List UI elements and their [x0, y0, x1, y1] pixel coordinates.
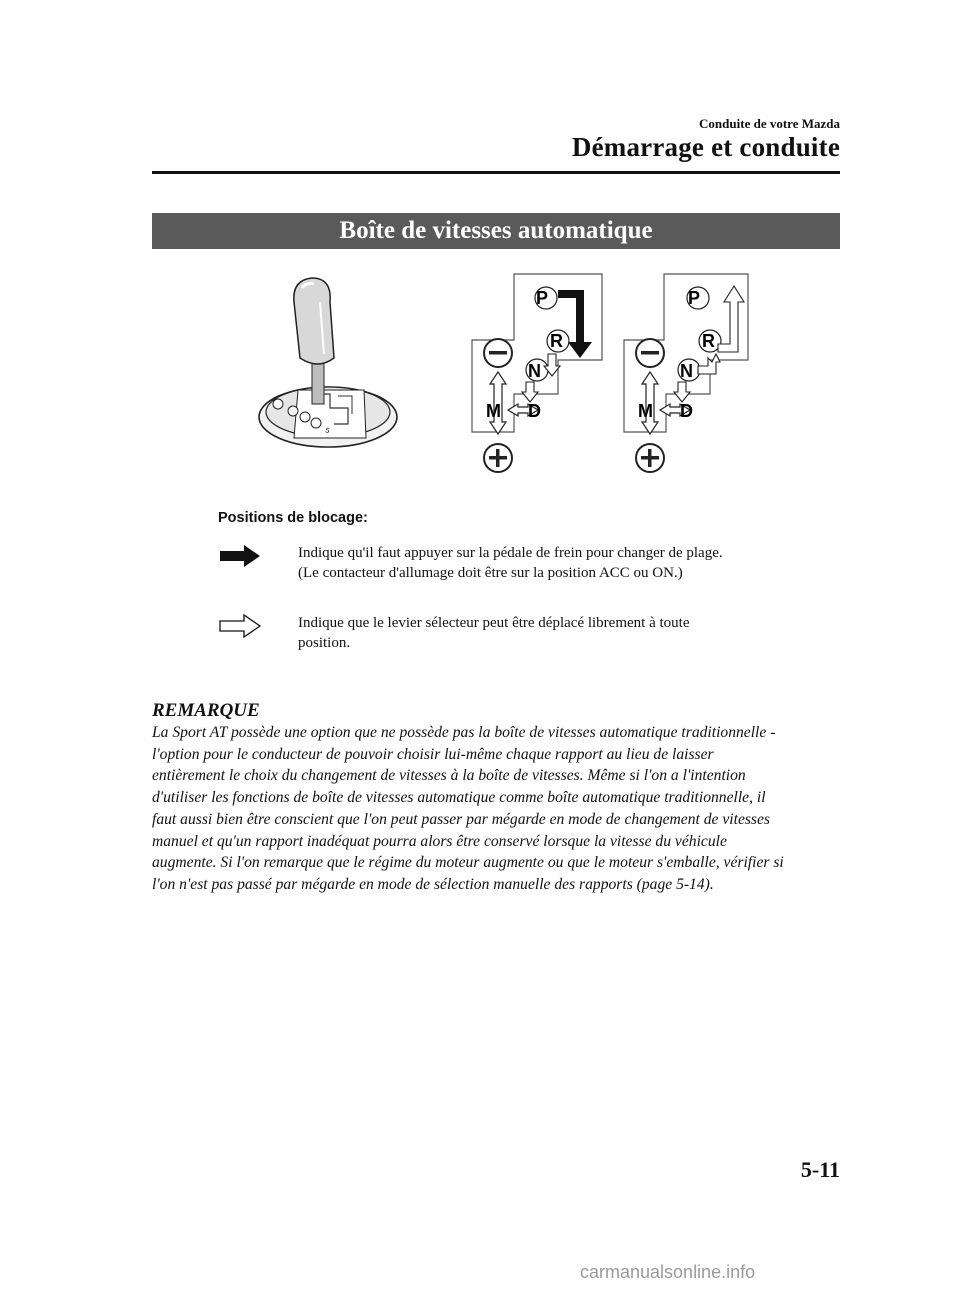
shift-gate-right	[624, 274, 748, 472]
outline-arrow-icon	[218, 613, 262, 639]
note-body	[152, 722, 842, 896]
gate-right-M: M	[638, 401, 653, 421]
gate-left-D: D	[528, 401, 541, 421]
watermark-link[interactable]: carmanualsonline.info	[580, 1262, 756, 1282]
legend-item-free-line2: position.	[298, 635, 351, 651]
gate-left-N: N	[528, 361, 541, 381]
legend-item-brake-line1: Indique qu'il faut appuyer sur la pédale de frein pour changer de plage.	[298, 545, 723, 561]
note-line: entièrement le choix du changement de vitesses à la boîte de vitesses. Même si l'on a l'intention	[152, 767, 746, 785]
gate-right-P: P	[688, 288, 701, 308]
gate-left-P: P	[536, 288, 549, 308]
legend-title: Positions de blocage:	[218, 510, 368, 526]
legend-item-free-line1: Indique que le levier sélecteur peut être déplacé librement à toute	[298, 615, 690, 631]
shifter-mark-5: 5	[324, 427, 331, 436]
page-number: 5-11	[800, 1157, 840, 1182]
legend-item-free	[298, 613, 798, 653]
gate-left-R: R	[550, 331, 563, 351]
shift-gate-left	[472, 274, 602, 472]
section-title: Conduite de votre Mazda	[699, 116, 840, 131]
legend-item-brake	[298, 543, 798, 583]
filled-arrow-icon	[218, 543, 262, 569]
chapter-title: Démarrage et conduite	[571, 132, 840, 162]
legend-item-brake-line2: (Le contacteur d'allumage doit être sur la position ACC ou ON.)	[298, 565, 683, 581]
gate-right-D: D	[680, 401, 693, 421]
note-line: d'utiliser les fonctions de boîte de vitesses automatique comme boîte automatique traditionnelle, il	[152, 789, 766, 807]
gate-right-R: R	[702, 331, 715, 351]
gear-shifter-illustration	[259, 278, 397, 447]
gate-left-M: M	[486, 401, 501, 421]
note-line: augmente. Si l'on remarque que le régime du moteur augmente ou que le moteur s'emballe, vérifier si	[152, 854, 784, 872]
note-line: faut aussi bien être conscient que l'on peut passer par mégarde en mode de changement de vitesses	[152, 810, 770, 828]
note-title: REMARQUE	[152, 700, 260, 721]
note-line: l'on n'est pas passé par mégarde en mode de sélection manuelle des rapports (page 5-14).	[152, 875, 714, 893]
page-title: Boîte de vitesses automatique	[152, 213, 840, 249]
note-line: l'option pour le conducteur de pouvoir choisir lui-même chaque rapport au lieu de laisser	[152, 745, 714, 763]
header-divider	[152, 171, 840, 174]
note-line: manuel et qu'un rapport inadéquat pourra alors être conservé lorsque la vitesse du véhicule	[152, 832, 727, 850]
shift-diagram-figure	[152, 262, 840, 492]
note-line: La Sport AT possède une option que ne possède pas la boîte de vitesses automatique traditionnelle -	[152, 724, 776, 741]
gate-right-N: N	[680, 361, 693, 381]
